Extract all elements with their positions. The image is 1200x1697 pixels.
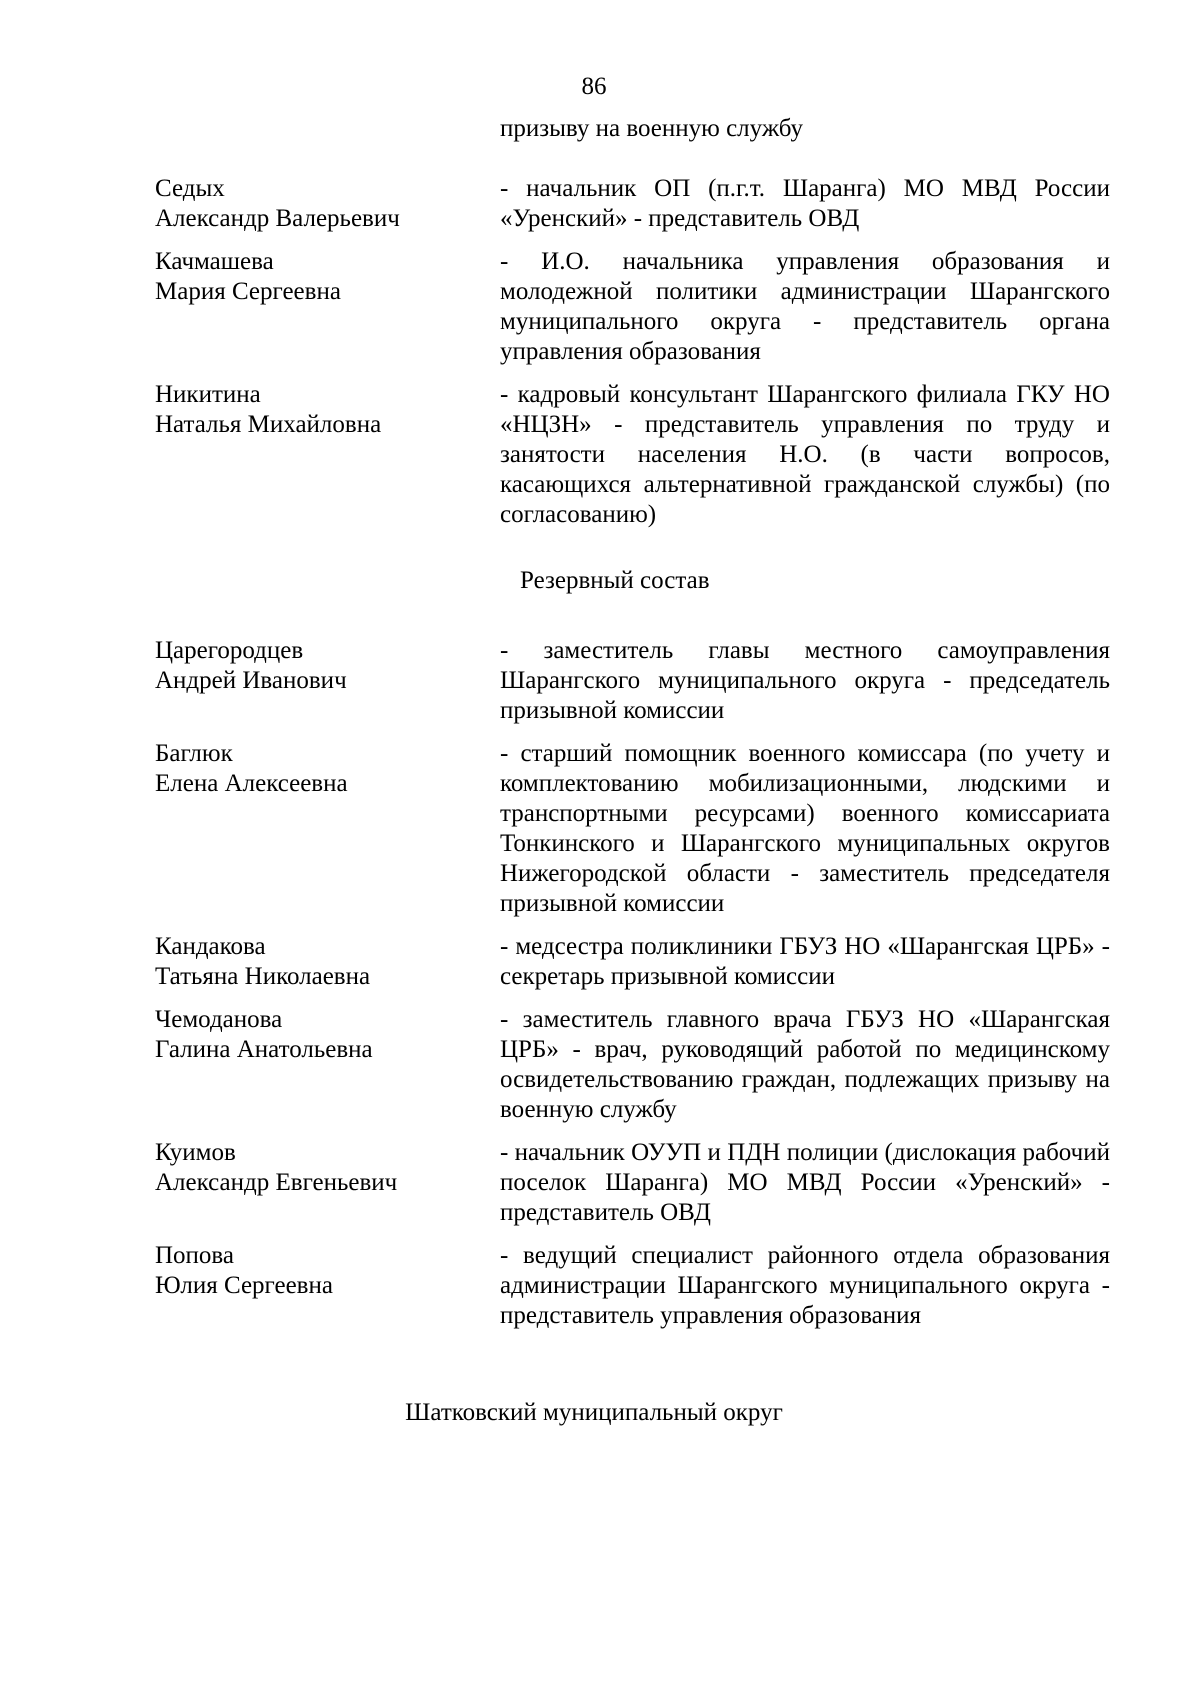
member-given-name: Мария Сергеевна [155, 278, 341, 305]
member-surname: Кандакова [155, 933, 266, 960]
member-role: - старший помощник военного комиссара (по учету и комплектованию мобилизационными, людскими и транспортными ресурсами) военного комиссариата Тонкинского и Шарангского муниципальных округов Нижегородской области - заместитель председателя призывной комиссии [500, 740, 1110, 917]
reserve-entry [155, 1241, 1110, 1331]
member-name [155, 932, 500, 992]
member-surname: Попова [155, 1242, 235, 1269]
reserve-entry [155, 1138, 1110, 1228]
member-name [155, 380, 500, 530]
member-surname: Баглюк [155, 740, 233, 767]
member-surname: Куимов [155, 1139, 236, 1166]
member-surname: Царегородцев [155, 637, 304, 664]
member-given-name: Наталья Михайловна [155, 411, 382, 438]
member-name [155, 1241, 500, 1331]
member-name [155, 1005, 500, 1125]
member-name [155, 174, 500, 234]
member-role: - заместитель главы местного самоуправления Шарангского муниципального округа - председатель призывной комиссии [500, 637, 1110, 724]
reserve-entry [155, 739, 1110, 919]
member-role: - начальник ОУУП и ПДН полиции (дислокация рабочий поселок Шаранга) МО МВД России «Уренский» - представитель ОВД [500, 1139, 1110, 1226]
reserve-entry [155, 1005, 1110, 1125]
member-given-name: Андрей Иванович [155, 667, 347, 694]
page-number: 86 [581, 73, 607, 100]
member-given-name: Галина Анатольевна [155, 1036, 373, 1063]
member-surname: Седых [155, 175, 225, 202]
continuation-text: призыву на военную службу [500, 115, 804, 142]
member-entry [155, 174, 1110, 234]
member-given-name: Елена Алексеевна [155, 770, 348, 797]
member-name [155, 636, 500, 726]
member-role: - заместитель главного врача ГБУЗ НО «Шарангская ЦРБ» - врач, руководящий работой по медицинскому освидетельствованию граждан, подлежащих призыву на военную службу [500, 1006, 1110, 1123]
member-name [155, 739, 500, 919]
member-entry [155, 380, 1110, 530]
member-surname: Качмашева [155, 248, 274, 275]
reserve-entry [155, 932, 1110, 992]
member-name [155, 1138, 500, 1228]
district-heading: Шатковский муниципальный округ [405, 1399, 783, 1426]
member-given-name: Юлия Сергеевна [155, 1272, 333, 1299]
member-surname: Чемоданова [155, 1006, 283, 1033]
member-given-name: Татьяна Николаевна [155, 963, 371, 990]
member-role: - ведущий специалист районного отдела образования администрации Шарангского муниципального округа - представитель управления образования [500, 1242, 1110, 1329]
member-given-name: Александр Валерьевич [155, 205, 400, 232]
member-name [155, 247, 500, 367]
member-role: - И.О. начальника управления образования и молодежной политики администрации Шарангского муниципального округа - представитель органа управления образования [500, 248, 1110, 365]
member-role: - медсестра поликлиники ГБУЗ НО «Шарангская ЦРБ» - секретарь призывной комиссии [500, 933, 1110, 990]
member-role: - кадровый консультант Шарангского филиала ГКУ НО «НЦЗН» - представитель управления по труду и занятости населения Н.О. (в части вопросов, касающихся альтернативной гражданской службы) (по согласованию) [500, 381, 1110, 528]
member-entry [155, 247, 1110, 367]
member-role: - начальник ОП (п.г.т. Шаранга) МО МВД России «Уренский» - представитель ОВД [500, 175, 1110, 232]
reserve-entry [155, 636, 1110, 726]
member-surname: Никитина [155, 381, 261, 408]
reserve-heading: Резервный состав [520, 567, 710, 594]
member-given-name: Александр Евгеньевич [155, 1169, 398, 1196]
